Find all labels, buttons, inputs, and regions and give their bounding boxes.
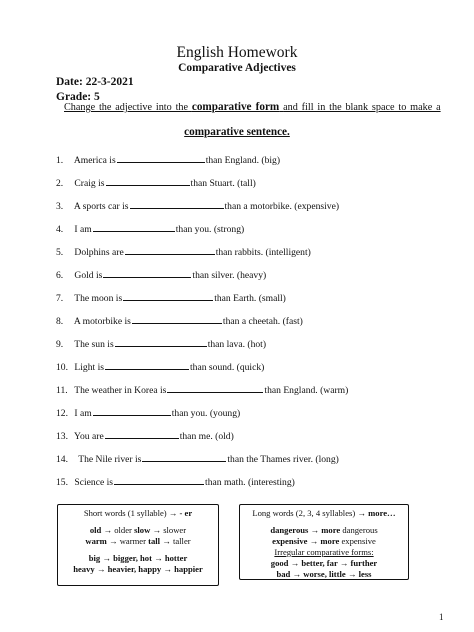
question-row [56,337,266,350]
example-line: big → bigger, hot → hotter [88,553,188,563]
arrow-icon: → [163,564,172,574]
question-before: Science is [74,477,114,488]
question-after: than you. (young) [171,408,241,419]
example-line: good → better, far → further [270,558,378,568]
answer-blank[interactable] [114,475,204,485]
question-number: 8. [56,316,64,327]
question-row [56,291,286,304]
question-row [56,452,339,465]
question-number: 2. [56,178,64,189]
question-number: 9. [56,339,64,350]
question-before: I am [74,408,92,419]
question-before: The moon is [74,293,123,304]
arrow-icon: → [168,508,178,518]
question-before: Light is [74,362,104,373]
question-after: than a cheetah. (fast) [222,316,303,327]
question-row [56,406,240,419]
question-number: 1. [56,155,64,166]
question-row [56,383,348,396]
question-number: 3. [56,201,64,212]
question-before: A sports car is [73,201,129,212]
question-before: Craig is [74,178,105,189]
question-after: than math. (interesting) [205,477,295,488]
question-after: than England. (warm) [264,385,349,396]
question-after: than a motorbike. (expensive) [224,201,340,212]
question-after: than sound. (quick) [190,362,265,373]
question-after: than rabbits. (intelligent) [215,247,311,258]
answer-blank[interactable] [105,429,179,439]
page-number: 1 [439,612,444,622]
answer-blank[interactable] [130,199,224,209]
question-number: 5. [56,247,64,258]
grade-label: Grade: 5 [56,91,100,103]
question-before: America is [73,155,116,166]
irregular-heading: Irregular comparative forms: [274,547,374,557]
question-number: 13. [56,431,68,442]
example-line: dangerous → more dangerous [270,525,378,535]
arrow-icon: → [347,569,357,579]
question-after: than Stuart. (tall) [190,178,256,189]
date-label: Date: 22-3-2021 [56,76,134,88]
instruction-bold: comparative form [191,101,280,113]
answer-blank[interactable] [125,245,215,255]
arrow-icon: → [152,525,162,535]
arrow-icon: → [290,558,300,568]
question-row [56,360,264,373]
arrow-icon: → [102,553,111,563]
question-after: than me. (old) [179,431,234,442]
question-after: than you. (strong) [175,224,245,235]
short-words-heading: Short words (1 syllable) → - er [83,508,193,518]
question-row [56,314,303,327]
page-title: English Homework [176,44,298,61]
question-after: than Earth. (small) [214,293,286,304]
question-number: 12. [56,408,68,419]
arrow-icon: → [154,553,163,563]
question-after: than silver. (heavy) [192,270,267,281]
example-line: old → older slow → slower [89,525,187,535]
answer-blank[interactable] [93,222,175,232]
arrow-icon: → [310,525,320,535]
question-number: 6. [56,270,64,281]
answer-blank[interactable] [123,291,213,301]
answer-blank[interactable] [105,360,189,370]
question-before: Dolphins are [74,247,124,258]
question-row [56,245,311,258]
instruction-line-1 [64,101,441,113]
question-row [56,199,339,212]
arrow-icon: → [339,558,349,568]
arrow-icon: → [292,569,302,579]
arrow-icon: → [309,536,319,546]
example-line: heavy → heavier, happy → happier [73,564,203,574]
long-words-heading: Long words (2, 3, 4 syllables) → more… [252,508,396,518]
question-row [56,429,234,442]
arrow-icon: → [96,564,106,574]
arrow-icon: → [162,536,171,546]
question-number: 14. [56,454,68,465]
question-number: 4. [56,224,64,235]
question-row [56,222,244,235]
answer-blank[interactable] [167,383,263,393]
answer-blank[interactable] [106,176,190,186]
question-number: 7. [56,293,64,304]
question-number: 10. [56,362,68,373]
instruction-line-2: comparative sentence. [184,126,290,138]
question-before: I am [74,224,92,235]
arrow-icon: → [357,508,366,518]
question-row [56,153,280,166]
question-after: than England. (big) [205,155,281,166]
example-line: bad → worse, little → less [276,569,372,579]
question-row [56,475,295,488]
arrow-icon: → [103,525,113,535]
instruction-text-a: Change the adjective into the [64,102,189,113]
question-before: The weather in Korea is [74,385,167,396]
answer-blank[interactable] [117,153,205,163]
question-before: The sun is [74,339,114,350]
example-line: warm → warmer tall → taller [85,536,191,546]
question-before: Gold is [74,270,103,281]
question-row [56,268,266,281]
page-subtitle: Comparative Adjectives [178,62,296,74]
short-words-box [57,504,219,586]
question-before: A motorbike is [73,316,131,327]
long-words-box [239,504,409,580]
question-row [56,176,256,189]
question-number: 11. [56,385,68,396]
question-before: You are [74,431,104,442]
answer-blank[interactable] [142,452,226,462]
answer-blank[interactable] [115,337,207,347]
example-line: expensive → more expensive [272,536,376,546]
question-before: The Nile river is [78,454,142,465]
instruction-text-b: and fill in the blank space to make a [283,102,441,113]
answer-blank[interactable] [93,406,171,416]
question-after: than the Thames river. (long) [227,454,339,465]
answer-blank[interactable] [103,268,191,278]
arrow-icon: → [108,536,118,546]
question-after: than lava. (hot) [207,339,267,350]
question-number: 15. [56,477,68,488]
answer-blank[interactable] [132,314,222,324]
